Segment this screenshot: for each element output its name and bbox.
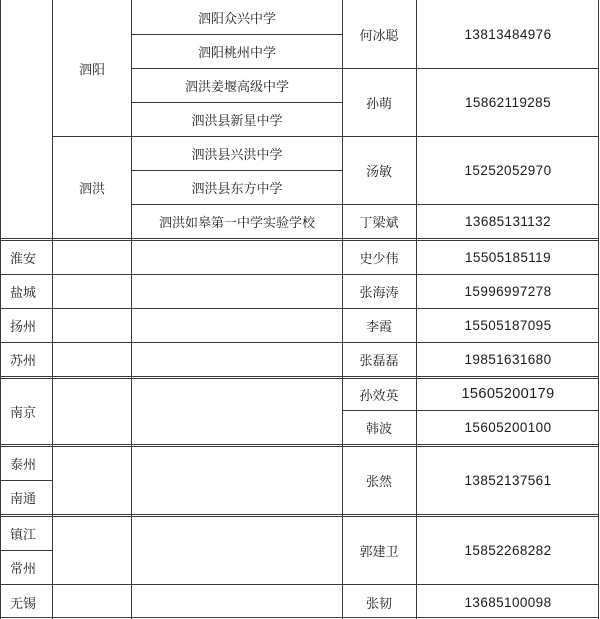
grid-line — [0, 376, 599, 377]
grid-line — [416, 0, 417, 619]
grid-line — [0, 342, 599, 343]
grid-line — [342, 410, 599, 411]
region-wuxi: 无锡 — [10, 596, 37, 612]
contact-name: 史少伟 — [359, 251, 399, 267]
grid-line — [0, 550, 52, 551]
contact-phone: 13685131132 — [465, 214, 551, 229]
grid-line — [0, 584, 599, 585]
contact-name: 韩波 — [365, 421, 392, 437]
contact-name: 何冰聪 — [359, 28, 399, 44]
grid-line — [0, 240, 599, 241]
contact-phone: 15996997278 — [464, 283, 552, 299]
region-suzhou: 苏州 — [10, 353, 37, 369]
contact-name: 李霞 — [365, 319, 392, 335]
contact-name: 张韧 — [365, 596, 392, 612]
grid-line — [131, 34, 342, 35]
school-cell: 泗洪如皋第一中学实验学校 — [158, 216, 315, 231]
region-yangzhou: 扬州 — [10, 319, 37, 335]
school-cell: 泗阳众兴中学 — [197, 11, 276, 27]
grid-line — [0, 0, 1, 619]
county-siyang: 泗阳 — [78, 62, 105, 78]
grid-line — [342, 204, 599, 205]
contact-phone: 15852268282 — [464, 542, 552, 558]
contact-name: 郭建卫 — [359, 544, 399, 560]
contact-phone: 19851631680 — [464, 351, 552, 367]
grid-line — [131, 0, 132, 619]
grid-line — [131, 102, 342, 103]
grid-line — [0, 516, 599, 517]
contact-phone: 15505187095 — [464, 317, 552, 333]
region-nanjing: 南京 — [10, 405, 37, 421]
grid-line — [342, 68, 599, 69]
grid-line — [342, 0, 343, 619]
contact-name: 孙效英 — [359, 388, 399, 404]
grid-line — [52, 136, 599, 137]
grid-line — [131, 170, 342, 171]
region-zhenjiang: 镇江 — [10, 527, 37, 543]
contact-phone: 15252052970 — [464, 162, 552, 178]
contact-phone: 13813484976 — [464, 26, 552, 42]
grid-line — [0, 514, 599, 515]
region-taizhou: 泰州 — [10, 457, 37, 473]
contact-phone: 13685100098 — [464, 594, 552, 610]
grid-line — [0, 446, 599, 447]
contact-name: 孙萌 — [365, 96, 392, 112]
grid-line — [0, 274, 599, 275]
grid-line — [52, 0, 53, 619]
contact-name: 汤敏 — [365, 164, 392, 180]
grid-line — [0, 480, 52, 481]
grid-line — [0, 308, 599, 309]
contact-phone: 13852137561 — [464, 472, 552, 488]
region-yancheng: 盐城 — [10, 285, 37, 301]
grid-line — [0, 378, 599, 379]
contact-phone: 15605200179 — [461, 386, 555, 402]
region-changzhou: 常州 — [10, 561, 37, 577]
grid-line — [131, 204, 342, 205]
grid-line — [131, 68, 342, 69]
grid-line — [598, 0, 599, 619]
grid-line — [0, 238, 599, 239]
school-cell: 泗洪县新星中学 — [191, 113, 283, 129]
school-cell: 泗洪姜堰高级中学 — [184, 79, 289, 95]
contact-phone: 15505185119 — [465, 249, 551, 265]
school-cell: 泗阳桃州中学 — [197, 45, 276, 61]
county-sihong: 泗洪 — [78, 182, 105, 197]
school-cell: 泗洪县兴洪中学 — [191, 147, 283, 163]
region-huaian: 淮安 — [10, 251, 37, 267]
contact-name: 张然 — [365, 474, 392, 490]
grid-line — [0, 444, 599, 445]
region-nantong: 南通 — [10, 491, 37, 507]
contact-name: 张磊磊 — [359, 353, 399, 369]
contact-name: 丁梁斌 — [359, 216, 399, 231]
grid-line — [0, 617, 599, 618]
contact-phone: 15862119285 — [465, 94, 551, 110]
contact-phone: 15605200100 — [464, 419, 552, 435]
school-cell: 泗洪县东方中学 — [191, 181, 283, 197]
contact-name: 张海涛 — [359, 285, 399, 301]
